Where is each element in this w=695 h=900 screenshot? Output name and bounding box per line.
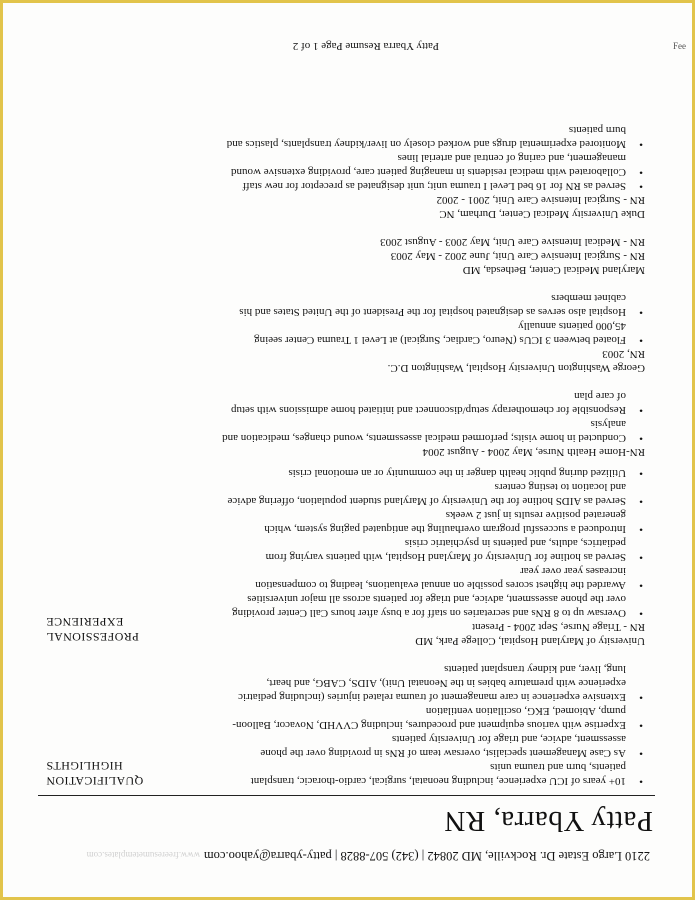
list-item: • Responsible for chemotherapy setup/disconnect and initiated home admissions with setup of care plan — [215, 389, 626, 417]
list-item: • Utilized during public health danger in the community or an emotional crisis — [215, 466, 626, 480]
job-bullets — [215, 389, 645, 445]
professional-experience-label — [46, 614, 158, 644]
list-item: • Hospital also serves as designated hospital for the President of the United States and his cabinet members — [215, 291, 626, 319]
list-item: • Served as RN for 16 bed Level I trauma unit; unit designated as preceptor for new staff — [215, 179, 626, 193]
list-item: • Oversaw up to 8 RNs and secretaries on staff for a busy after hours Call Center providing over the phone assessment, advice, and triage for patients across all major universities — [215, 592, 626, 620]
list-item: • Extensive experience in care management of trauma related injuries (including pediatric experience with premature babies in the Neonatal Unit), AIDS, CABG, and heart, lung, liver, and kidney transplant patients — [215, 662, 626, 704]
job-position: RN - Surgical Intensive Care Unit, June 2002 - May 2003 — [390, 250, 645, 262]
job-bullets — [215, 466, 645, 620]
list-item: • As Case Management specialist, oversaw team of RNs in providing over the phone assessment, advice, and triage for University patients — [215, 732, 626, 760]
watermark: www.freeresumetemplates.com — [86, 850, 200, 860]
list-item: • Awarded the highest scores possible on annual evaluations, leading to compensation increases year over year — [215, 564, 626, 592]
list-item: • Collaborated with medical residents in managing patient care, providing extensive wound management, and caring of central and arterial lines — [215, 151, 626, 179]
employer: George Washington University Hospital, Washington D.C. — [387, 362, 645, 374]
job-position: RN, 2003 — [602, 348, 645, 360]
employer: Duke University Medical Center, Durham, NC — [439, 208, 645, 220]
list-item: • Expertise with various equipment and procedures, including CVVHD, Novacor, Balloon- pump, Abiomed, EKG, oscillation ventilation — [215, 704, 626, 732]
candidate-name: Patty Ybarra, RN — [443, 805, 653, 837]
list-item: • Served as hotline for University of Maryland Hospital, with patients varying from pediatrics, adults, and patients in psychiatric crisis — [215, 536, 626, 564]
list-item: • Served as AIDS hotline for the University of Maryland student population, offering advice and location to testing centers — [215, 480, 626, 508]
list-item: • 10+ years of ICU experience, including neonatal, surgical, cardio-thoracic, transplant patients, burn and trauma units — [215, 760, 626, 788]
section-label-line: HIGHLIGHTS — [46, 759, 123, 773]
section-label-line: QUALIFICATION — [46, 774, 144, 788]
qualification-highlights-label — [46, 758, 158, 788]
list-item: • Monitored experimental drugs and worked closely on liver/kidney transplants, plastics and burn patients — [215, 123, 626, 151]
list-item: • Introduced a successful program overhauling the antiquated paging system, which generated positive results in just 2 weeks — [215, 508, 626, 536]
fees-label: Fee — [673, 41, 686, 51]
job-bullets — [215, 123, 645, 193]
job-position: RN-Home Health Nurse, May 2004 - August 2004 — [422, 446, 645, 458]
job-position: RN - Medical Intensive Care Unit, May 2003 - August 2003 — [380, 236, 645, 248]
job-position: RN - Surgical Intensive Care Unit, 2001 - 2002 — [436, 194, 645, 206]
page-footer: Patty Ybarra Resume Page 1 of 2 — [292, 40, 439, 52]
section-label-line: PROFESSIONAL — [46, 630, 139, 644]
section-label-line: EXPERIENCE — [46, 615, 124, 629]
job-position: RN - Triage Nurse, Sept 2004 - Present — [472, 621, 645, 633]
employer: Maryland Medical Center, Bethesda, MD — [462, 264, 645, 276]
header-divider — [38, 795, 655, 796]
employer: University of Maryland Hospital, College Park, MD — [415, 635, 645, 647]
job-bullets — [215, 291, 645, 347]
resume-content — [215, 123, 645, 788]
contact-line: 2210 Largo Estate Dr. Rockville, MD 20842 | (342) 507-8828 | patty-ybarra@yahoo.com — [203, 849, 650, 863]
highlights-list — [215, 662, 645, 788]
list-item: • Floated between 3 ICUs (Neuro, Cardiac, Surgical) at Level 1 Trauma Center seeing 45,000 patients annually — [215, 319, 626, 347]
list-item: • Conducted in home visits; performed medical assessments, wound changes, medication and analysis — [215, 417, 626, 445]
